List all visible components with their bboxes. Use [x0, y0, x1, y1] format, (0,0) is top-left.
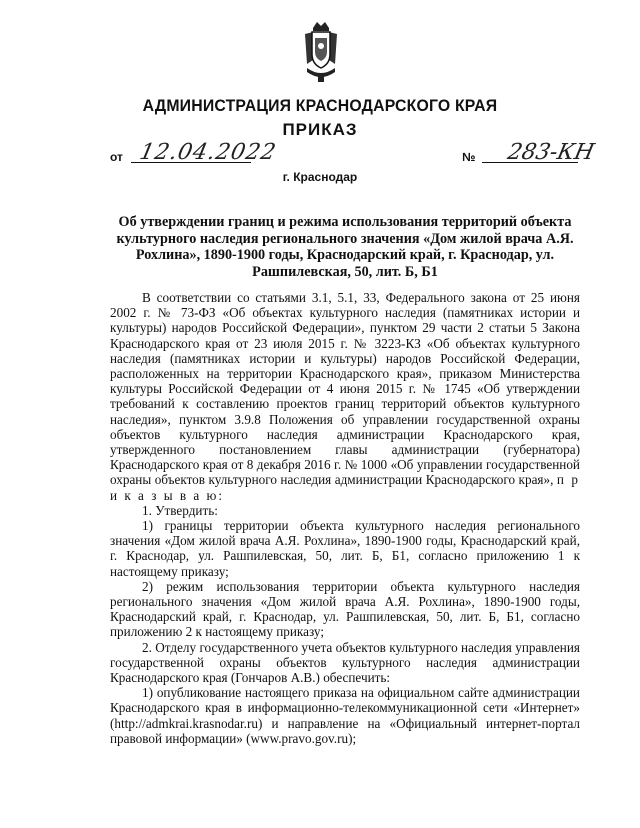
document-title: Об утверждении границ и режима использования территорий объекта культурного наследия регионального значения «Дом жилой врача А.Я. Рохлина», 1890-1900 годы, Краснодарский край, г. Краснодар, ул. Рашпилевская, 50, лит. Б, Б1	[116, 214, 574, 280]
krasnodar-coat-of-arms-icon	[301, 20, 341, 84]
orders-word: п р и к а з ы в а ю:	[110, 472, 580, 503]
handwritten-number: 283-КН	[505, 140, 597, 165]
preamble-text: В соответствии со статьями 3.1, 5.1, 33, Федерального закона от 25 июня 2002 г. № 73-ФЗ «Об объектах культурного наследия (памятниках истории и культуры) народов Российской Федерации», пунктом 29 части 2 статьи 5 Закона Краснодарского края от 23 июля 2015 г. № 3223-КЗ «Об объектах культурного наследия (памятниках истории и культуры) народов Российской Федерации, расположенных на территории Краснодарского края», приказом Министерства культуры Российской Федерации от 4 июня 2015 г. № 1745 «Об утверждении требований к составлению проектов границ территорий объектов культурного наследия», пунктом 3.9.8 Положения об управлении государственной охраны объектов культурного наследия администрации Краснодарского края, утвержденного постановлением главы администрации (губернатора) Краснодарского края от 8 декабря 2016 г. № 1000 «Об управлении государственной охраны объектов культурного наследия администрации Краснодарского края»,	[110, 290, 580, 488]
document-body	[110, 290, 580, 746]
item-2-1: 1) опубликование настоящего приказа на официальном сайте администрации Краснодарского края в информационно-телекоммуникационной сети «Интернет» (http://admkrai.krasnodar.ru) и направление на «Официальный интернет-портал правовой информации» (www.pravo.gov.ru);	[110, 685, 580, 746]
item-2: 2. Отделу государственного учета объектов культурного наследия управления государственной охраны объектов культурного наследия администрации Краснодарского края (Гончаров А.В.) обеспечить:	[110, 639, 580, 686]
item-1-1: 1) границы территории объекта культурного наследия регионального значения «Дом жилой врача А.Я. Рохлина», 1890-1900 годы, Краснодарский край, г. Краснодар, ул. Рашпилевская, 50, лит. Б, Б1, согласно приложению 1 к настоящему приказу;	[110, 518, 580, 579]
document-type: ПРИКАЗ	[282, 120, 358, 139]
item-1: 1. Утвердить:	[142, 502, 218, 518]
item-1-2: 2) режим использования территории объекта культурного наследия регионального значения «Дом жилой врача А.Я. Рохлина», 1890-1900 годы, Краснодарский край, г. Краснодар, ул. Рашпилевская, 50, лит. Б, Б1, согласно приложению 2 к настоящему приказу;	[110, 578, 580, 640]
organization-name: АДМИНИСТРАЦИЯ КРАСНОДАРСКОГО КРАЯ	[142, 96, 498, 115]
number-label: №	[462, 150, 476, 164]
date-label: от	[110, 150, 123, 164]
handwritten-date: 12.04.2022	[137, 140, 279, 165]
city-label: г. Краснодар	[282, 170, 358, 184]
preamble-paragraph	[110, 290, 580, 503]
